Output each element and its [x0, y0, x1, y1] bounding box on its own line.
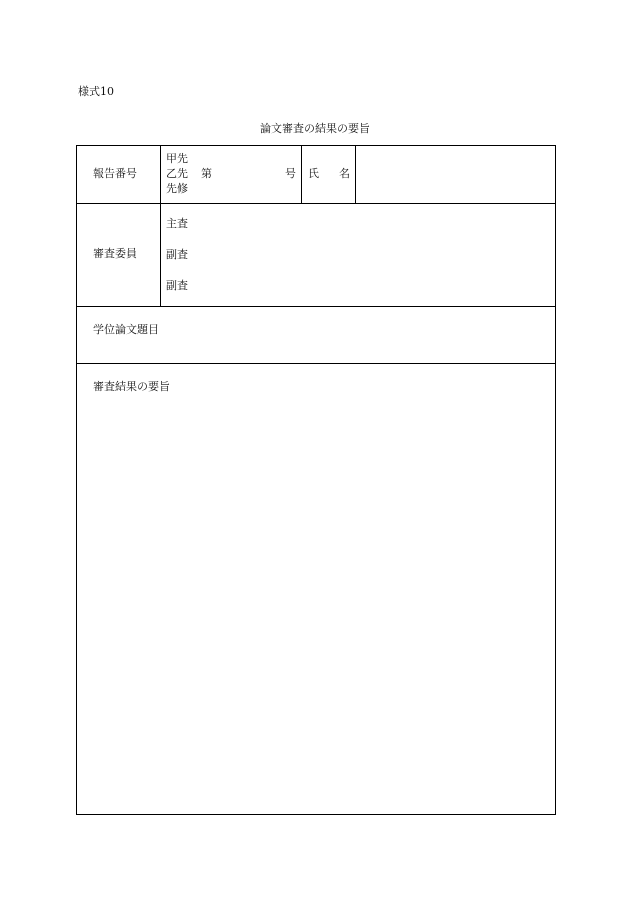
vice-examiner-label: 副査	[166, 279, 188, 292]
review-summary-label: 審査結果の要旨	[93, 380, 170, 393]
row-divider-committee	[77, 306, 555, 307]
review-form-table	[76, 145, 556, 815]
row-divider-thesis-title	[77, 363, 555, 364]
chief-examiner-label: 主査	[166, 217, 188, 230]
committee-label: 審査委員	[93, 247, 137, 260]
number-column-divider	[301, 146, 302, 203]
number-suffix: 号	[285, 167, 296, 180]
name-label-first-char: 氏	[308, 167, 319, 180]
degree-type-option: 甲先	[166, 152, 188, 165]
vice-examiner-label: 副査	[166, 248, 188, 261]
degree-type-option: 乙先	[166, 167, 188, 180]
degree-type-option: 先修	[166, 182, 188, 195]
report-number-label: 報告番号	[93, 167, 137, 180]
label-column-divider	[160, 146, 161, 306]
row-divider-report	[77, 203, 555, 204]
document-title: 論文審査の結果の要旨	[260, 122, 370, 135]
name-label-second-char: 名	[339, 167, 350, 180]
thesis-title-label: 学位論文題目	[93, 323, 159, 336]
form-number: 様式10	[78, 85, 114, 98]
name-label-divider	[355, 146, 356, 203]
number-prefix: 第	[201, 167, 212, 180]
